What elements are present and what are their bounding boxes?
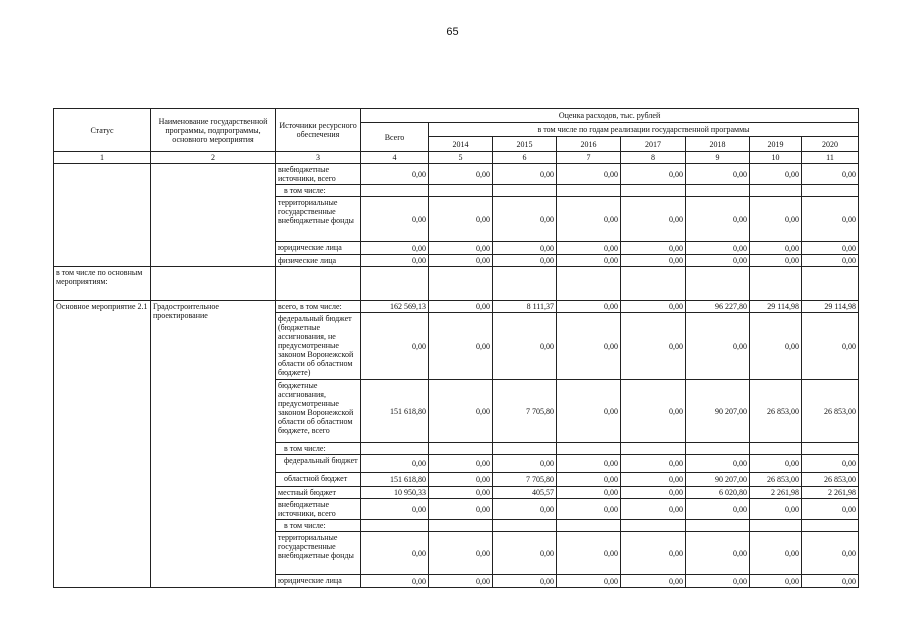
- source-cell: всего, в том числе:: [276, 301, 361, 313]
- value-cell: 0,00: [686, 255, 750, 267]
- source-cell: областной бюджет: [276, 473, 361, 487]
- source-cell: бюджетные ассигнования, предусмотренные законом Воронежской области об областном бюджете, всего: [276, 380, 361, 443]
- value-cell: [361, 443, 429, 455]
- value-cell: 0,00: [557, 473, 621, 487]
- value-cell: 0,00: [557, 301, 621, 313]
- source-cell: территориальные государственные внебюджетные фонды: [276, 197, 361, 242]
- value-cell: 0,00: [621, 197, 686, 242]
- value-cell: 0,00: [429, 499, 493, 520]
- header-row: [54, 109, 859, 123]
- header-status: Статус: [54, 109, 151, 152]
- value-cell: [750, 185, 802, 197]
- empty-cell: [361, 267, 429, 301]
- value-cell: 0,00: [802, 242, 859, 255]
- value-cell: 0,00: [361, 255, 429, 267]
- value-cell: 10 950,33: [361, 487, 429, 499]
- value-cell: [686, 185, 750, 197]
- header-year: 2020: [802, 137, 859, 152]
- value-cell: 0,00: [557, 380, 621, 443]
- value-cell: 0,00: [361, 575, 429, 588]
- header-year: 2018: [686, 137, 750, 152]
- value-cell: 0,00: [686, 499, 750, 520]
- column-number: 9: [686, 152, 750, 164]
- value-cell: [557, 520, 621, 532]
- value-cell: 0,00: [361, 499, 429, 520]
- source-cell: юридические лица: [276, 575, 361, 588]
- value-cell: 0,00: [621, 499, 686, 520]
- header-year: 2015: [493, 137, 557, 152]
- value-cell: 0,00: [361, 164, 429, 185]
- column-number: 8: [621, 152, 686, 164]
- table-row: [54, 301, 859, 313]
- source-cell: внебюджетные источники, всего: [276, 499, 361, 520]
- value-cell: [361, 185, 429, 197]
- value-cell: 0,00: [361, 455, 429, 473]
- status-cell: Основное мероприятие 2.1: [54, 301, 151, 588]
- value-cell: 0,00: [557, 487, 621, 499]
- column-numbers-row: [54, 152, 859, 164]
- value-cell: 0,00: [802, 532, 859, 575]
- value-cell: 0,00: [493, 255, 557, 267]
- column-number: 4: [361, 152, 429, 164]
- value-cell: 0,00: [429, 301, 493, 313]
- column-number: 7: [557, 152, 621, 164]
- value-cell: [621, 443, 686, 455]
- value-cell: 0,00: [621, 164, 686, 185]
- value-cell: 0,00: [802, 164, 859, 185]
- value-cell: 0,00: [750, 455, 802, 473]
- value-cell: 2 261,98: [750, 487, 802, 499]
- value-cell: 0,00: [429, 575, 493, 588]
- column-number: 11: [802, 152, 859, 164]
- value-cell: 0,00: [429, 380, 493, 443]
- value-cell: 0,00: [429, 487, 493, 499]
- value-cell: 0,00: [802, 455, 859, 473]
- value-cell: 29 114,98: [750, 301, 802, 313]
- column-number: 6: [493, 152, 557, 164]
- value-cell: [493, 520, 557, 532]
- value-cell: 26 853,00: [750, 380, 802, 443]
- column-number: 1: [54, 152, 151, 164]
- value-cell: 0,00: [621, 242, 686, 255]
- value-cell: 0,00: [621, 380, 686, 443]
- column-number: 2: [151, 152, 276, 164]
- column-number: 3: [276, 152, 361, 164]
- value-cell: 0,00: [361, 313, 429, 380]
- section-label: в том числе по основным мероприятиям:: [54, 267, 151, 301]
- value-cell: [750, 443, 802, 455]
- value-cell: [802, 520, 859, 532]
- value-cell: 0,00: [802, 313, 859, 380]
- source-cell: федеральный бюджет (бюджетные ассигнования, не предусмотренные законом Воронежской области об областном бюджете): [276, 313, 361, 380]
- value-cell: [557, 185, 621, 197]
- empty-cell: [276, 267, 361, 301]
- value-cell: 405,57: [493, 487, 557, 499]
- empty-cell: [151, 267, 276, 301]
- value-cell: 0,00: [686, 575, 750, 588]
- header-by-years: в том числе по годам реализации государственной программы: [429, 123, 859, 137]
- value-cell: 29 114,98: [802, 301, 859, 313]
- header-sources: Источники ресурсного обеспечения: [276, 109, 361, 152]
- value-cell: 162 569,13: [361, 301, 429, 313]
- value-cell: 0,00: [493, 455, 557, 473]
- value-cell: 0,00: [429, 255, 493, 267]
- value-cell: [802, 443, 859, 455]
- value-cell: [429, 443, 493, 455]
- value-cell: 0,00: [621, 255, 686, 267]
- value-cell: 0,00: [557, 532, 621, 575]
- value-cell: 0,00: [621, 575, 686, 588]
- source-cell: в том числе:: [276, 443, 361, 455]
- value-cell: 0,00: [750, 255, 802, 267]
- value-cell: 90 207,00: [686, 380, 750, 443]
- value-cell: 0,00: [429, 455, 493, 473]
- empty-cell: [557, 267, 621, 301]
- value-cell: 2 261,98: [802, 487, 859, 499]
- value-cell: 0,00: [621, 487, 686, 499]
- value-cell: 0,00: [750, 532, 802, 575]
- value-cell: [493, 185, 557, 197]
- column-number: 10: [750, 152, 802, 164]
- header-year: 2017: [621, 137, 686, 152]
- name-cell: Градостроительное проектирование: [151, 301, 276, 588]
- value-cell: 0,00: [621, 532, 686, 575]
- value-cell: 8 111,37: [493, 301, 557, 313]
- value-cell: 0,00: [750, 575, 802, 588]
- value-cell: 0,00: [429, 313, 493, 380]
- value-cell: 0,00: [557, 499, 621, 520]
- header-year: 2016: [557, 137, 621, 152]
- value-cell: 0,00: [557, 197, 621, 242]
- value-cell: 26 853,00: [802, 380, 859, 443]
- empty-cell: [750, 267, 802, 301]
- source-cell: в том числе:: [276, 185, 361, 197]
- value-cell: 0,00: [493, 242, 557, 255]
- source-cell: местный бюджет: [276, 487, 361, 499]
- value-cell: 0,00: [361, 532, 429, 575]
- value-cell: 96 227,80: [686, 301, 750, 313]
- header-estimate: Оценка расходов, тыс. рублей: [361, 109, 859, 123]
- empty-cell: [686, 267, 750, 301]
- value-cell: 0,00: [361, 242, 429, 255]
- value-cell: 0,00: [429, 242, 493, 255]
- value-cell: 26 853,00: [802, 473, 859, 487]
- budget-table: [53, 108, 859, 588]
- page-number: 65: [446, 26, 459, 38]
- value-cell: 0,00: [429, 473, 493, 487]
- source-cell: юридические лица: [276, 242, 361, 255]
- value-cell: [429, 520, 493, 532]
- empty-cell: [493, 267, 557, 301]
- value-cell: 0,00: [557, 455, 621, 473]
- header-total: Всего: [361, 123, 429, 152]
- header-year: 2014: [429, 137, 493, 152]
- value-cell: 90 207,00: [686, 473, 750, 487]
- value-cell: 0,00: [493, 575, 557, 588]
- value-cell: [557, 443, 621, 455]
- source-cell: в том числе:: [276, 520, 361, 532]
- source-cell: федеральный бюджет: [276, 455, 361, 473]
- header-year: 2019: [750, 137, 802, 152]
- value-cell: 0,00: [557, 255, 621, 267]
- value-cell: 0,00: [493, 499, 557, 520]
- value-cell: 0,00: [557, 313, 621, 380]
- value-cell: [493, 443, 557, 455]
- value-cell: [429, 185, 493, 197]
- value-cell: 0,00: [750, 197, 802, 242]
- value-cell: 0,00: [557, 164, 621, 185]
- header-name: Наименование государственной программы, подпрограммы, основного мероприятия: [151, 109, 276, 152]
- value-cell: 0,00: [621, 473, 686, 487]
- value-cell: [750, 520, 802, 532]
- empty-cell: [802, 267, 859, 301]
- section-row: [54, 267, 859, 301]
- value-cell: 0,00: [557, 575, 621, 588]
- empty-cell: [621, 267, 686, 301]
- value-cell: [802, 185, 859, 197]
- value-cell: 0,00: [361, 197, 429, 242]
- table-row: [54, 164, 859, 185]
- value-cell: 0,00: [429, 197, 493, 242]
- value-cell: 26 853,00: [750, 473, 802, 487]
- value-cell: 151 618,80: [361, 380, 429, 443]
- value-cell: 7 705,80: [493, 380, 557, 443]
- value-cell: [621, 185, 686, 197]
- value-cell: 0,00: [429, 164, 493, 185]
- value-cell: 0,00: [686, 164, 750, 185]
- value-cell: [621, 520, 686, 532]
- source-cell: внебюджетные источники, всего: [276, 164, 361, 185]
- value-cell: 0,00: [686, 197, 750, 242]
- value-cell: 0,00: [429, 532, 493, 575]
- value-cell: 0,00: [750, 164, 802, 185]
- name-cell-empty: [151, 164, 276, 267]
- value-cell: [361, 520, 429, 532]
- value-cell: 0,00: [493, 532, 557, 575]
- value-cell: 0,00: [686, 242, 750, 255]
- value-cell: 0,00: [557, 242, 621, 255]
- value-cell: 0,00: [621, 313, 686, 380]
- value-cell: 0,00: [621, 301, 686, 313]
- value-cell: 0,00: [750, 242, 802, 255]
- value-cell: 0,00: [686, 532, 750, 575]
- value-cell: 0,00: [802, 499, 859, 520]
- value-cell: [686, 520, 750, 532]
- column-number: 5: [429, 152, 493, 164]
- value-cell: 0,00: [493, 197, 557, 242]
- value-cell: 0,00: [493, 164, 557, 185]
- status-cell-empty: [54, 164, 151, 267]
- source-cell: территориальные государственные внебюджетные фонды: [276, 532, 361, 575]
- value-cell: 0,00: [802, 255, 859, 267]
- value-cell: 151 618,80: [361, 473, 429, 487]
- empty-cell: [429, 267, 493, 301]
- value-cell: 6 020,80: [686, 487, 750, 499]
- value-cell: 0,00: [686, 455, 750, 473]
- value-cell: 0,00: [802, 197, 859, 242]
- source-cell: физические лица: [276, 255, 361, 267]
- value-cell: 7 705,80: [493, 473, 557, 487]
- value-cell: 0,00: [750, 499, 802, 520]
- value-cell: 0,00: [686, 313, 750, 380]
- value-cell: 0,00: [621, 455, 686, 473]
- value-cell: 0,00: [802, 575, 859, 588]
- value-cell: 0,00: [750, 313, 802, 380]
- value-cell: 0,00: [493, 313, 557, 380]
- value-cell: [686, 443, 750, 455]
